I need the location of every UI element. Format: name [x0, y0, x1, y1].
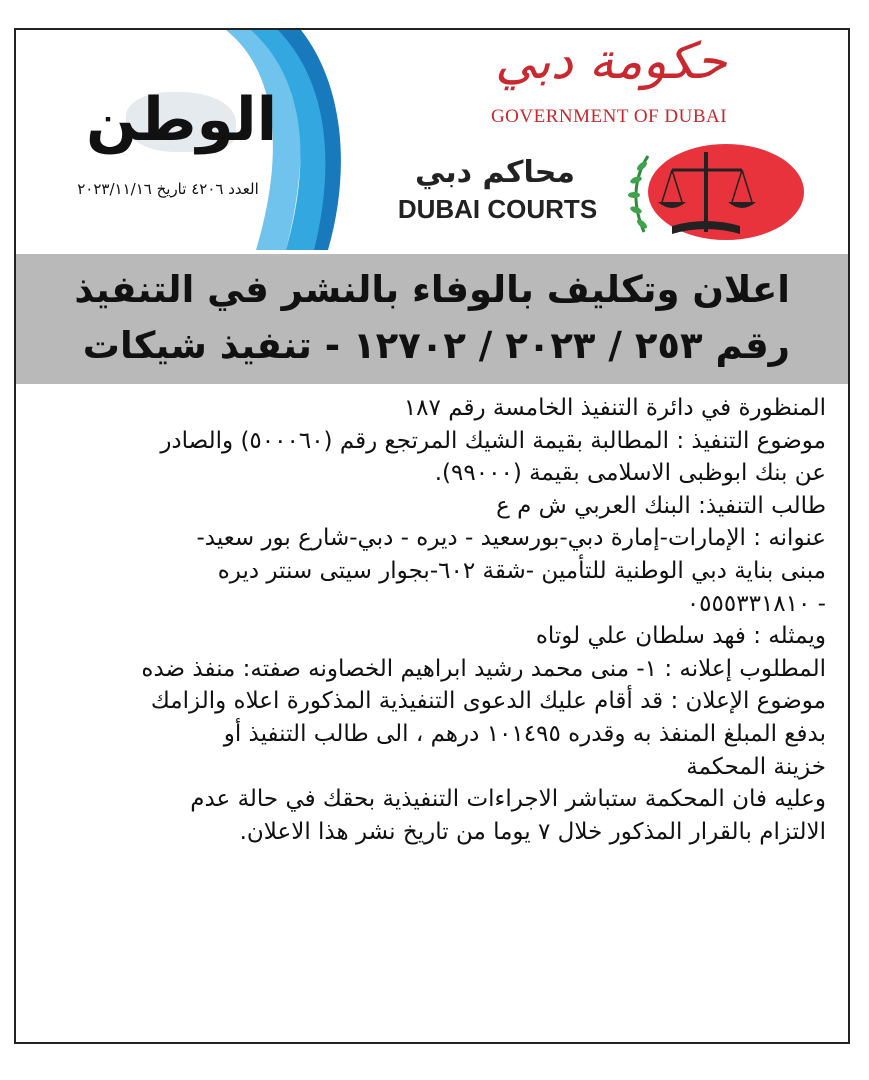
body-line: مبنى بناية دبي الوطنية للتأمين -شقة ٦٠٢-بجوار سيتى سنتر ديره	[217, 557, 826, 584]
body-line: موضوع الإعلان : قد أقام عليك الدعوى التنفيذية المذكورة اعلاه والزامك	[150, 688, 826, 715]
body-line: خزينة المحكمة	[686, 753, 826, 780]
issue-info: العدد ٤٢٠٦ تاريخ ٢٠٢٣/١١/١٦	[77, 180, 259, 198]
courts-name-english: DUBAI COURTS	[397, 194, 598, 224]
body-line: عن بنك ابوظبى الاسلامى بقيمة (٩٩٠٠٠).	[434, 460, 826, 487]
body-line: عنوانه : الإمارات-إمارة دبي-بورسعيد - ديره - دبي-شارع بور سعيد-	[196, 525, 826, 552]
header	[16, 30, 848, 250]
scales-of-justice-emblem	[614, 140, 804, 245]
case-number: رقم ٢٥٣ / ٢٠٢٣ / ١٢٧٠٢ - تنفيذ شيكات	[82, 324, 790, 367]
government-logo-english: GOVERNMENT OF DUBAI	[490, 106, 728, 127]
notice-body	[26, 392, 826, 848]
announcement-frame	[14, 28, 850, 1044]
government-logo-arabic: حكومة دبي	[495, 32, 727, 90]
body-line: وعليه فان المحكمة ستباشر الاجراءات التنفيذية بحقك في حالة عدم	[190, 786, 826, 813]
body-line: طالب التنفيذ: البنك العربي ش م ع	[496, 492, 826, 519]
notice-title: اعلان وتكليف بالوفاء بالنشر في التنفيذ	[74, 268, 790, 311]
body-line: المطلوب إعلانه : ١- منى محمد رشيد ابراهيم الخصاونه صفته: منفذ ضده	[141, 655, 826, 682]
newspaper-logo: الوطن	[86, 85, 278, 155]
body-line: بدفع المبلغ المنفذ به وقدره ١٠١٤٩٥ درهم ، الى طالب التنفيذ أو	[223, 720, 826, 747]
body-line: الالتزام بالقرار المذكور خلال ٧ يوما من تاريخ نشر هذا الاعلان.	[239, 818, 826, 845]
title-band	[16, 254, 848, 384]
body-line: - ٠٥٥٥٣٣١٨١٠	[686, 590, 826, 617]
body-line: موضوع التنفيذ : المطالبة بقيمة الشيك المرتجع رقم (٥٠٠٠٦٠) والصادر	[160, 427, 826, 454]
body-line: المنظورة في دائرة التنفيذ الخامسة رقم ١٨٧	[403, 395, 826, 421]
courts-name-arabic: محاكم دبي	[415, 155, 575, 190]
body-line: ويمثله : فهد سلطان علي لوتاه	[535, 623, 826, 650]
